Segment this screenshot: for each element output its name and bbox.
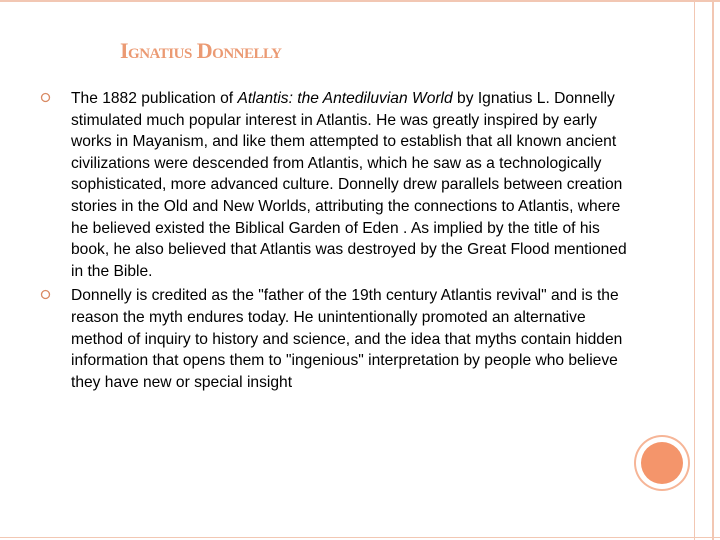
frame-right-line bbox=[712, 0, 714, 540]
bullet-list bbox=[40, 88, 640, 396]
bullet-item-2 bbox=[40, 285, 640, 393]
bullet-1-intro: The 1882 publication of bbox=[71, 90, 238, 107]
bullet-1-body: by Ignatius L. Donnelly stimulated much popular interest in Atlantis. He was greatly inspired by early works in Mayanism, and like them attempted to establish that all known ancient civilizations were descended from Atlantis, which he saw as a technologically sophisticated, more advanced culture. Donnelly drew parallels between creation stories in the Old and New Worlds, attributing the connections to Atlantis, where he believed existed the Biblical Garden of Eden . As implied by the title of his book, he also believed that Atlantis was destroyed by the Great Flood mentioned in the Bible. bbox=[71, 90, 627, 280]
bullet-item-1 bbox=[40, 88, 640, 282]
bullet-2-text: Donnelly is credited as the "father of the 19th century Atlantis revival" and is the reason the myth endures today. He unintentionally promoted an alternative method of inquiry to history and science, and the idea that myths contain hidden information that opens them to "ingenious" interpretation by people who believe they have new or special insight bbox=[71, 287, 623, 391]
frame-right-inner-line bbox=[694, 0, 695, 540]
frame-top-line bbox=[0, 0, 720, 2]
frame-bottom-line bbox=[0, 537, 720, 538]
ring-bullet-icon bbox=[40, 92, 51, 103]
slide-title: Ignatius Donnelly bbox=[120, 38, 282, 63]
ring-bullet-icon bbox=[40, 289, 51, 300]
book-title: Atlantis: the Antediluvian World bbox=[237, 90, 453, 107]
orange-circle-icon bbox=[641, 442, 683, 484]
